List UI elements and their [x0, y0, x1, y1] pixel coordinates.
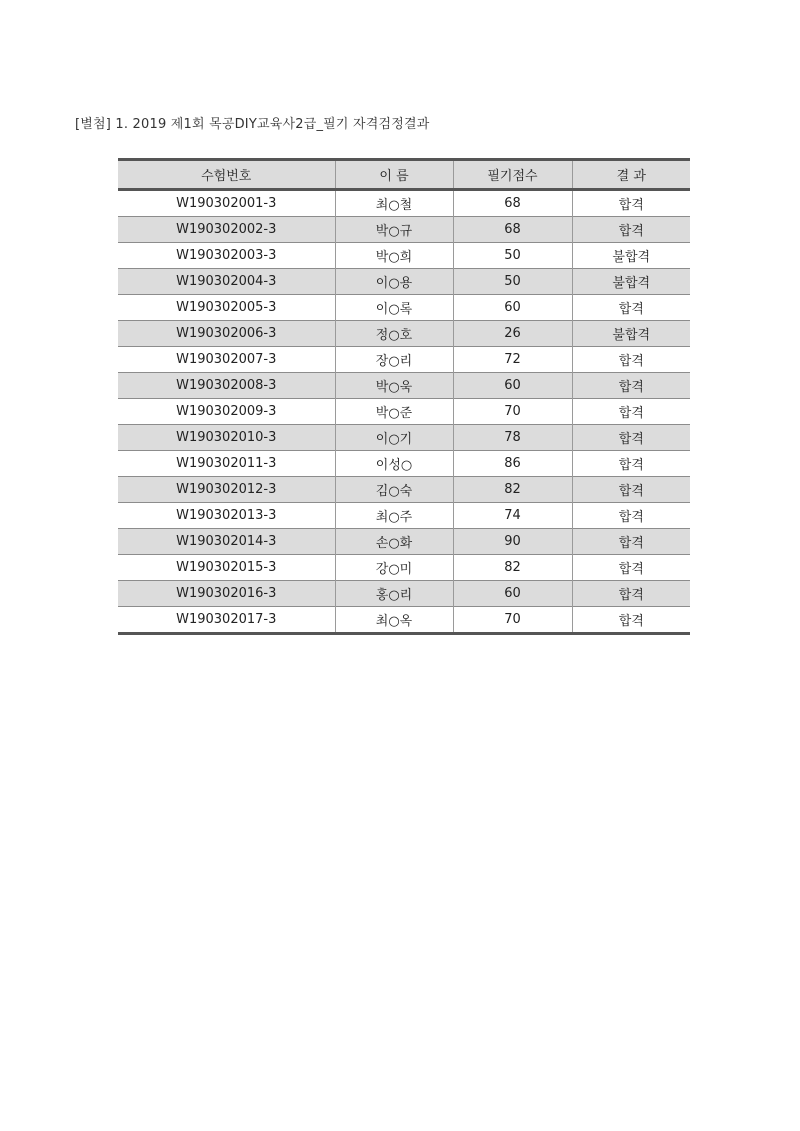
table-row [118, 503, 690, 529]
cell-result: 합격 [572, 477, 690, 503]
table-row [118, 217, 690, 243]
cell-written-score: 60 [453, 295, 572, 321]
table-header-row [118, 160, 690, 190]
cell-result: 불합격 [572, 321, 690, 347]
cell-name: 박○희 [335, 243, 453, 269]
cell-written-score: 68 [453, 217, 572, 243]
cell-name: 최○옥 [335, 607, 453, 634]
table-row [118, 555, 690, 581]
cell-written-score: 82 [453, 477, 572, 503]
cell-exam-number: W190302017-3 [118, 607, 335, 634]
cell-exam-number: W190302016-3 [118, 581, 335, 607]
cell-name: 이성○ [335, 451, 453, 477]
table-row [118, 373, 690, 399]
cell-result: 합격 [572, 451, 690, 477]
table-row [118, 347, 690, 373]
table-row [118, 529, 690, 555]
header-name: 이 름 [335, 160, 453, 190]
cell-exam-number: W190302014-3 [118, 529, 335, 555]
table-row [118, 399, 690, 425]
cell-name: 박○욱 [335, 373, 453, 399]
cell-name: 박○준 [335, 399, 453, 425]
cell-result: 합격 [572, 581, 690, 607]
table-row [118, 607, 690, 634]
header-result: 결 과 [572, 160, 690, 190]
header-written-score: 필기점수 [453, 160, 572, 190]
cell-name: 최○철 [335, 190, 453, 217]
table-row [118, 295, 690, 321]
cell-exam-number: W190302015-3 [118, 555, 335, 581]
cell-name: 박○규 [335, 217, 453, 243]
cell-exam-number: W190302001-3 [176, 196, 277, 211]
cell-name: 최○주 [335, 503, 453, 529]
cell-exam-number: W190302004-3 [118, 269, 335, 295]
cell-exam-number: W190302011-3 [118, 451, 335, 477]
cell-name: 손○화 [335, 529, 453, 555]
cell-name: 이○록 [335, 295, 453, 321]
table-row [118, 581, 690, 607]
cell-written-score: 70 [453, 607, 572, 634]
cell-written-score: 72 [453, 347, 572, 373]
cell-written-score: 74 [453, 503, 572, 529]
cell-written-score: 78 [453, 425, 572, 451]
table-row [118, 425, 690, 451]
table-row [118, 477, 690, 503]
cell-name: 이○용 [335, 269, 453, 295]
cell-result: 합격 [572, 607, 690, 634]
cell-result: 합격 [572, 529, 690, 555]
cell-written-score: 82 [453, 555, 572, 581]
cell-exam-number: W190302007-3 [118, 347, 335, 373]
table-body [118, 190, 690, 634]
document-title: [별첨] 1. 2019 제1회 목공DIY교육사2급_필기 자격검정결과 [75, 117, 430, 132]
cell-name: 이○기 [335, 425, 453, 451]
table-row [118, 190, 690, 217]
cell-written-score: 70 [453, 399, 572, 425]
cell-written-score: 60 [453, 581, 572, 607]
table-row [118, 451, 690, 477]
cell-result: 합격 [572, 347, 690, 373]
cell-exam-number: W190302012-3 [118, 477, 335, 503]
cell-exam-number: W190302002-3 [118, 217, 335, 243]
cell-name: 정○호 [335, 321, 453, 347]
cell-result: 합격 [572, 295, 690, 321]
cell-result: 합격 [572, 190, 690, 217]
cell-name: 장○리 [335, 347, 453, 373]
cell-written-score: 60 [453, 373, 572, 399]
cell-name: 홍○리 [335, 581, 453, 607]
cell-result: 합격 [572, 503, 690, 529]
cell-exam-number: W190302003-3 [118, 243, 335, 269]
cell-name: 강○미 [335, 555, 453, 581]
cell-written-score: 50 [453, 269, 572, 295]
cell-exam-number: W190302008-3 [118, 373, 335, 399]
cell-written-score: 86 [453, 451, 572, 477]
cell-result: 합격 [572, 373, 690, 399]
cell-exam-number: W190302006-3 [118, 321, 335, 347]
cell-written-score: 26 [453, 321, 572, 347]
results-table [118, 158, 690, 635]
cell-result: 불합격 [572, 243, 690, 269]
cell-written-score: 68 [453, 190, 572, 217]
cell-name: 김○숙 [335, 477, 453, 503]
table-row [118, 321, 690, 347]
table-row [118, 243, 690, 269]
cell-result: 합격 [572, 555, 690, 581]
header-exam-number: 수험번호 [201, 169, 252, 184]
cell-written-score: 90 [453, 529, 572, 555]
table-row [118, 269, 690, 295]
cell-result: 합격 [572, 425, 690, 451]
cell-exam-number: W190302013-3 [118, 503, 335, 529]
cell-result: 불합격 [572, 269, 690, 295]
cell-written-score: 50 [453, 243, 572, 269]
cell-result: 합격 [572, 217, 690, 243]
cell-result: 합격 [572, 399, 690, 425]
cell-exam-number: W190302005-3 [118, 295, 335, 321]
cell-exam-number: W190302009-3 [118, 399, 335, 425]
cell-exam-number: W190302010-3 [118, 425, 335, 451]
